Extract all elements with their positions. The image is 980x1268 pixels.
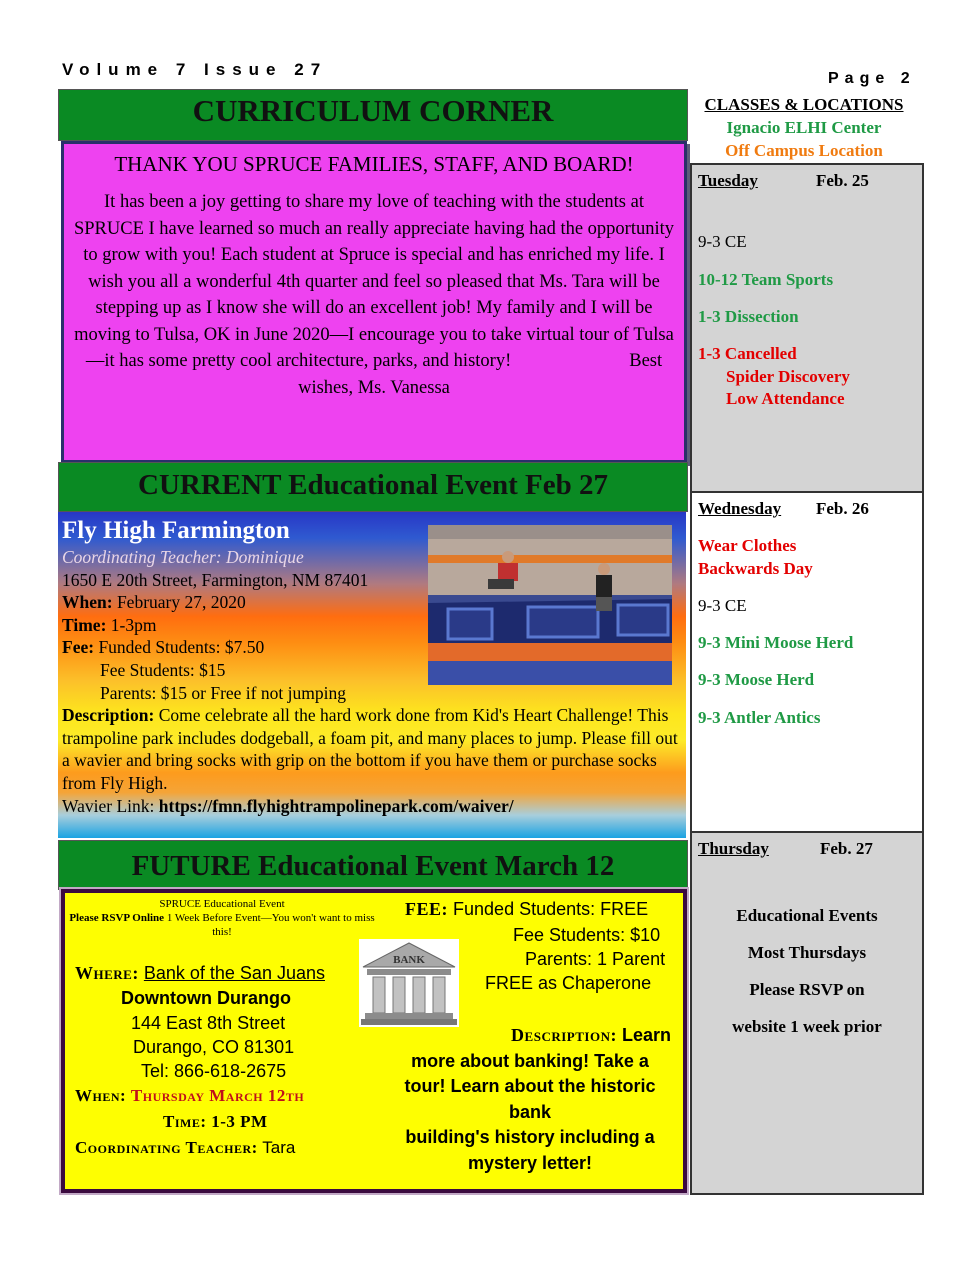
flyer-fee-3: Parents: 1 Parent — [525, 949, 666, 969]
signature: Best wishes, Ms. Vanessa — [298, 351, 663, 398]
flyer-street: 144 East 8th Street — [131, 1013, 286, 1033]
flyer-fee-2: Fee Students: $10 — [513, 925, 661, 945]
coordinating-teacher: Coordinating Teacher: Dominique — [62, 547, 304, 567]
event-fee-2: Fee Students: $15 — [100, 659, 226, 680]
calendar-tuesday — [690, 163, 924, 495]
farewell-message — [70, 189, 678, 401]
event-fee: Fee: Funded Students: $7.50 — [62, 637, 265, 658]
flyer-time: Time: 1-3 PM — [163, 1112, 268, 1131]
curriculum-message-box — [61, 141, 687, 463]
flyer-downtown: Downtown Durango — [121, 988, 291, 1008]
legend-off-campus: Off Campus Location — [725, 141, 883, 160]
flyer-city: Durango, CO 81301 — [133, 1037, 295, 1057]
page-number: Page 2 — [828, 70, 916, 87]
wednesday-label: Wednesday — [698, 499, 782, 518]
curriculum-corner-title: CURRICULUM CORNER — [58, 89, 688, 141]
tuesday-item-3: 1-3 Dissection — [698, 307, 799, 326]
thursday-label: Thursday — [698, 839, 769, 858]
wednesday-item-4: 9-3 Moose Herd — [698, 670, 815, 689]
current-event-title: CURRENT Educational Event Feb 27 — [58, 462, 688, 512]
classes-locations-legend — [690, 93, 918, 162]
flyer-fee-4: FREE as Chaperone — [485, 973, 652, 993]
event-fee-3: Parents: $15 or Free if not jumping — [100, 682, 346, 703]
flyer-where: Where: Bank of the San Juans — [75, 963, 325, 983]
tuesday-item-4: 1-3 Cancelled Spider Discovery Low Attendance — [698, 344, 850, 408]
wednesday-item-2: 9-3 CE — [698, 596, 747, 615]
tuesday-date: Feb. 25 — [816, 171, 869, 190]
volume-issue: Volume 7 Issue 27 — [62, 60, 328, 79]
thank-you-heading: THANK YOU SPRUCE FAMILIES, STAFF, AND BOARD! — [114, 152, 634, 176]
event-address: 1650 E 20th Street, Farmington, NM 87401 — [62, 569, 369, 590]
bank-icon — [359, 939, 459, 1027]
event-description: Description: Come celebrate all the hard work done from Kid's Heart Challenge! This trampoline park includes dodgeball, a foam pit, and many places to jump. Please fill out a wavier and bring socks with grip on the bottom if you have them or purchase socks from Fly High. — [62, 705, 678, 793]
classes-heading: CLASSES & LOCATIONS — [704, 95, 904, 114]
trampoline-photo — [428, 525, 672, 685]
wednesday-item-5: 9-3 Antler Antics — [698, 708, 821, 727]
thursday-info: Educational Events Most Thursdays Please RSVP on website 1 week prior — [732, 906, 882, 1036]
calendar-wednesday — [690, 491, 924, 835]
flyer-coordinator: Coordinating Teacher: Tara — [75, 1138, 296, 1157]
event-name: Fly High Farmington — [62, 517, 290, 544]
wednesday-item-3: 9-3 Mini Moose Herd — [698, 633, 854, 652]
tuesday-label: Tuesday — [698, 171, 758, 190]
flyer-fee: FEE: Funded Students: FREE — [405, 899, 649, 919]
wednesday-item-1: Wear Clothes Backwards Day — [698, 536, 813, 578]
farewell-text: It has been a joy getting to share my love of teaching with the students at SPRUCE I have learned so much an really appreciate having had the opportunity to grow with you! Each student at Spruce is special and has enriched my life. I wish you all a wonderful 4th quarter and feel so pleased that Ms. Tara will be stepping up as I know she will do an excellent job! My family and I will be moving to Tulsa, OK in June 2020—I encourage you to take virtual tour of Tulsa—it has some pretty cool architecture, parks, and history! — [73, 192, 675, 371]
flyer-header: SPRUCE Educational Event Please RSVP Online 1 Week Before Event—You won't want to miss this! — [69, 898, 375, 938]
event-when: When: February 27, 2020 — [62, 592, 246, 613]
waiver-link[interactable]: https://fmn.flyhightrampolinepark.com/waiver/ — [158, 795, 514, 816]
tuesday-item-2: 10-12 Team Sports — [698, 270, 834, 289]
future-event-flyer — [61, 889, 687, 1193]
future-event-title: FUTURE Educational Event March 12 — [58, 840, 688, 890]
wednesday-date: Feb. 26 — [816, 499, 869, 518]
flyer-description: Description: Learn more about banking! Take a tour! Learn about the historic bank building's history including a mystery letter! — [404, 1025, 671, 1173]
event-time: Time: 1-3pm — [62, 614, 157, 635]
thursday-date: Feb. 27 — [820, 839, 873, 858]
calendar-thursday — [690, 831, 924, 1195]
flyer-when: When: Thursday March 12th — [75, 1086, 305, 1105]
waiver-link-row: Wavier Link: https://fmn.flyhightrampolinepark.com/waiver/ — [62, 795, 514, 816]
flyer-tel: Tel: 866-618-2675 — [141, 1061, 287, 1081]
tuesday-item-1: 9-3 CE — [698, 232, 747, 251]
svg-text:BANK: BANK — [393, 954, 425, 966]
legend-ignacio: Ignacio ELHI Center — [726, 118, 882, 137]
